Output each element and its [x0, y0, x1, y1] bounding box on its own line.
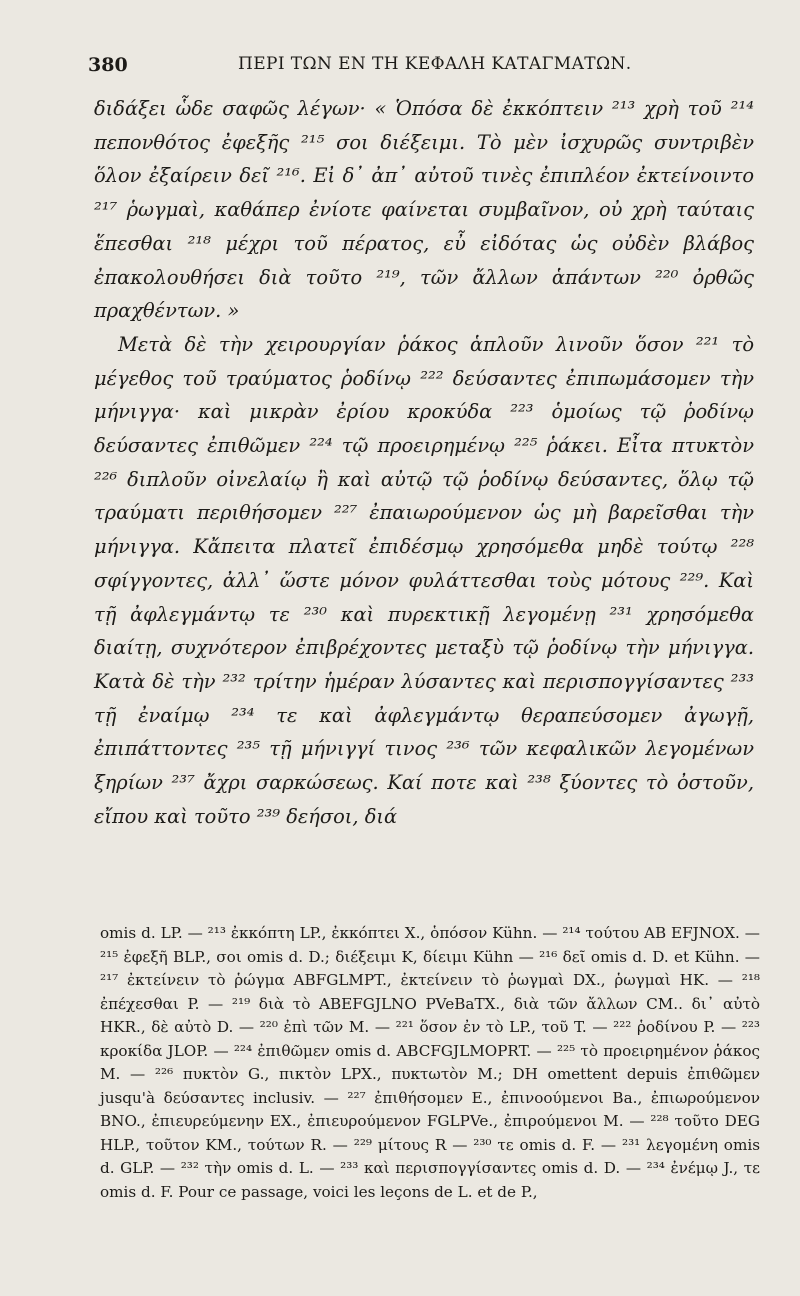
- paragraph: διδάξει ὧδε σαφῶς λέγων· « Ὁπόσα δὲ ἐκκόπτειν ²¹³ χρὴ τοῦ ²¹⁴ πεπονθότος ἐφεξῆς ²¹⁵ σοι διέξειμι. Τὸ μὲν ἰσχυρῶς συντριβὲν ὅλον ἐξαίρειν δεῖ ²¹⁶. Εἰ δ᾽ ἀπ᾽ αὐτοῦ τινὲς ἐπιπλέον ἐκτείνοιντο ²¹⁷ ῥωγμαὶ, καθάπερ ἐνίοτε φαίνεται συμβαῖνον, οὐ χρὴ ταύταις ἕπεσθαι ²¹⁸ μέχρι τοῦ πέρατος, εὖ εἰδότας ὡς οὐδὲν βλάβος ἐπακολουθήσει διὰ τοῦτο ²¹⁹, τῶν ἄλλων ἁπάντων ²²⁰ ὀρθῶς πραχθέντων. »: [94, 97, 754, 323]
- paragraph: Μετὰ δὲ τὴν χειρουργίαν ῥάκος ἁπλοῦν λινοῦν ὅσον ²²¹ τὸ μέγεθος τοῦ τραύματος ῥοδίνῳ ²²² δεύσαντες ἐπιπωμάσομεν τὴν μήνιγγα· καὶ μικρὰν ἐρίου κροκύδα ²²³ ὁμοίως τῷ ῥοδίνῳ δεύσαντες ἐπιθῶμεν ²²⁴ τῷ προειρημένῳ ²²⁵ ῥάκει. Εἶτα πτυκτὸν ²²⁶ διπλοῦν οἰνελαίῳ ἢ καὶ αὐτῷ τῷ ῥοδίνῳ δεύσαντες, ὅλῳ τῷ τραύματι περιθήσομεν ²²⁷ ἐπαιωρούμενον ὡς μὴ βαρεῖσθαι τὴν μήνιγγα. Κἄπειτα πλατεῖ ἐπιδέσμῳ χρησόμεθα μηδὲ τούτῳ ²²⁸ σφίγγοντες, ἀλλ᾽ ὥστε μόνον φυλάττεσθαι τοὺς μότους ²²⁹. Καὶ τῇ ἀφλεγμάντῳ τε ²³⁰ καὶ πυρεκτικῇ λεγομένῃ ²³¹ χρησόμεθα διαίτῃ, συχνότερον ἐπιβρέχοντες μεταξὺ τῷ ῥοδίνῳ τὴν μήνιγγα. Κατὰ δὲ τὴν ²³² τρίτην ἡμέραν λύσαντες καὶ περισπογγίσαντες ²³³ τῇ ἐναίμῳ ²³⁴ τε καὶ ἀφλεγμάντῳ θεραπεύσομεν ἀγωγῇ, ἐπιπάττοντες ²³⁵ τῇ μήνιγγί τινος ²³⁶ τῶν κεφαλικῶν λεγομένων ξηρίων ²³⁷ ἄχρι σαρκώσεως. Καί ποτε καὶ ²³⁸ ξύοντες τὸ ὀστοῦν, εἴπου καὶ τοῦτο ²³⁹ δεήσοι, διά: [94, 332, 754, 828]
- running-head: ΠΕΡΙ ΤΩΝ ΕΝ ΤΗ ΚΕΦΑΛΗ ΚΑΤΑΓΜΑΤΩΝ.: [238, 54, 632, 74]
- main-text: [94, 92, 754, 833]
- page-header: [88, 54, 728, 84]
- footnote-text: omis d. LP. — ²¹³ ἐκκόπτη LP., ἐκκόπτει X., ὁπόσον Kühn. — ²¹⁴ τούτου AB EFJNOX. — ²¹⁵ ἐφεξῆ BLP., σοι omis d. D.; διέξειμι K, δίειμι Kühn — ²¹⁶ δεῖ omis d. D. et Kühn. — ²¹⁷ ἐκτείνειν τὸ ῥώγμα ABFGLMPT., ἐκτείνειν τὸ ῥωγμαὶ DX., ῥωγμαὶ HK. — ²¹⁸ ἐπέχεσθαι P. — ²¹⁹ διὰ τὸ ABEFGJLNO PVeBaTX., διὰ τῶν ἄλλων CM.. δι᾽ αὐτὸ HKR., δὲ αὐτὸ D. — ²²⁰ ἐπὶ τῶν M. — ²²¹ ὅσον ἐν τὸ LP., τοῦ T. — ²²² ῥοδίνου P. — ²²³ κροκίδα JLOP. — ²²⁴ ἐπιθῶμεν omis d. ABCFGJLMOPRT. — ²²⁵ τὸ προειρημένον ῥάκος M. — ²²⁶ πυκτὸν G., πικτὸν LPX., πυκτωτὸν M.; DH omettent depuis ἐπιθῶμεν jusqu'à δεύσαντες inclusiv. — ²²⁷ ἐπιθήσομεν E., ἐπινοούμενοι Ba., ἐπιωρούμενον BNO., ἐπιευρεύμενην EX., ἐπιευρούμενον FGLPVe., ἐπιρούμενοι M. — ²²⁸ τοῦτο DEG HLP., τοῦτον KM., τούτων R. — ²²⁹ μίτους R — ²³⁰ τε omis d. F. — ²³¹ λεγομένη omis d. GLP. — ²³² τὴν omis d. L. — ²³³ καὶ περισπογγίσαντες omis d. D. — ²³⁴ ἐνέμῳ J., τε omis d. F. Pour ce passage, voici les leçons de L. et de P.,: [100, 924, 760, 1201]
- page-number: 380: [88, 54, 128, 76]
- footnotes: [100, 922, 760, 1204]
